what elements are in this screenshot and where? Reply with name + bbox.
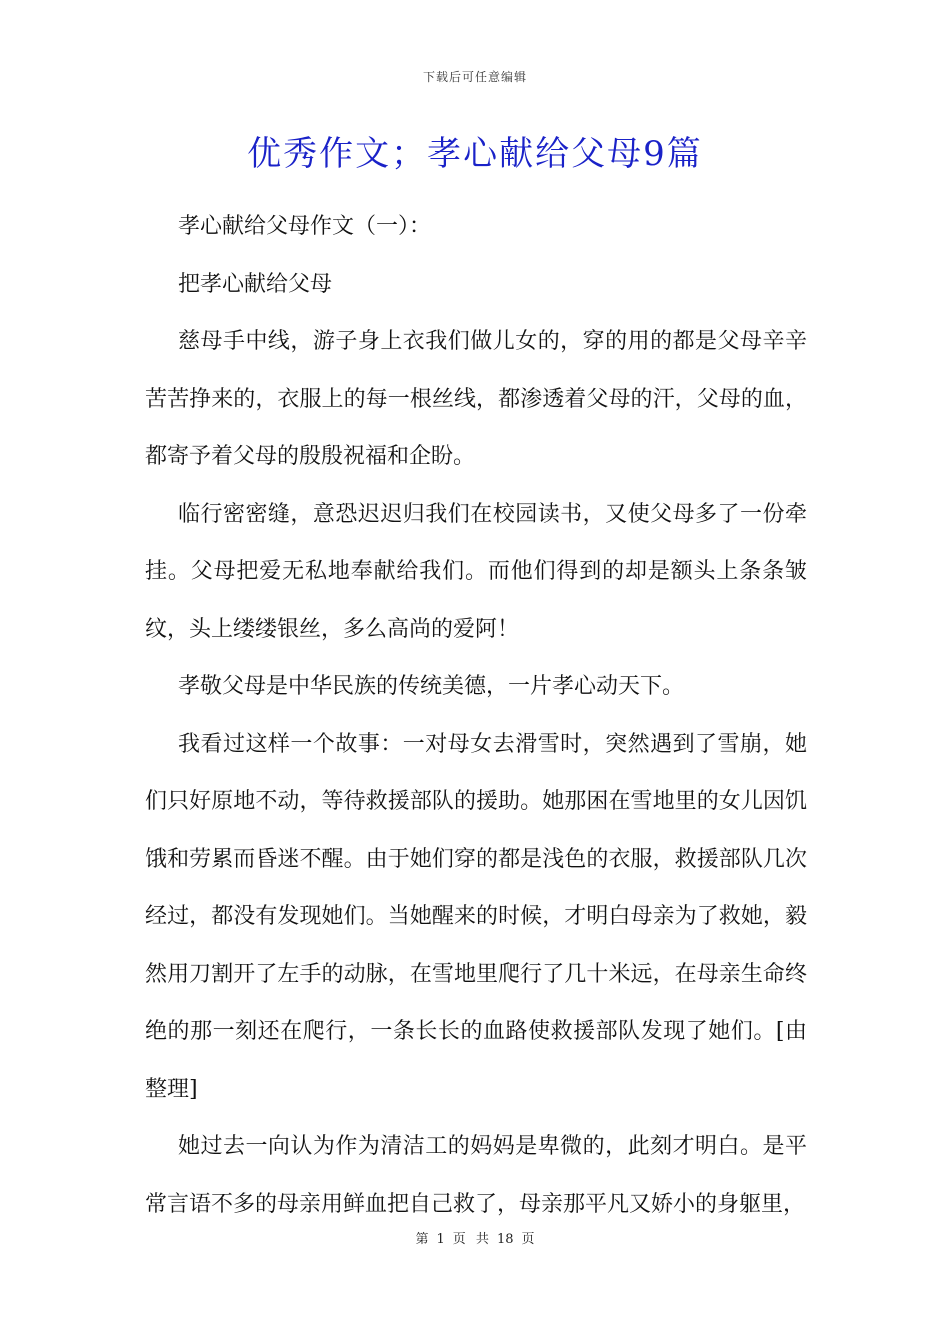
paragraph: 孝敬父母是中华民族的传统美德，一片孝心动天下。 — [178, 674, 685, 699]
paragraph: 临行密密缝，意恐迟迟归我们在校园读书，又使父母多了一份牵挂。父母把爱无私地奉献给我们。而他们得到的却是额头上条条皱纹，头上缕缕银丝，多么高尚的爱阿！ — [145, 501, 807, 642]
page-label-suffix: 页 — [521, 1232, 535, 1247]
page-label-mid: 页 共 — [452, 1232, 489, 1247]
page-label-prefix: 第 — [415, 1232, 429, 1247]
paragraph-essay-title: 把孝心献给父母 — [178, 271, 333, 297]
header-note: 下载后可任意编辑 — [422, 70, 527, 84]
page-footer — [0, 1228, 950, 1247]
total-pages-number: 18 — [496, 1232, 514, 1247]
paragraph-section-heading: 孝心献给父母作文（一）： — [178, 214, 432, 239]
paragraph: 我看过这样一个故事：一对母女去滑雪时，突然遇到了雪崩，她们只好原地不动，等待救援部队的援助。她那困在雪地里的女儿因饥饿和劳累而昏迷不醒。由于她们穿的都是浅色的衣服，救援部队几次经过，都没有发现她们。当她醒来的时候，才明白母亲为了救她，毅然用刀割开了左手的动脉，在雪地里爬行了几十米远，在母亲生命终绝的那一刻还在爬行，一条长长的血路使救援部队发现了她们。[由整理] — [145, 731, 807, 1102]
document-body — [145, 198, 807, 1233]
paragraph: 她过去一向认为作为清洁工的妈妈是卑微的，此刻才明白。是平常言语不多的母亲用鲜血把自己救了，母亲那平凡又娇小的身躯里， — [145, 1134, 807, 1217]
paragraph: 慈母手中线，游子身上衣我们做儿女的，穿的用的都是父母辛辛苦苦挣来的，衣服上的每一根丝线，都渗透着父母的汗，父母的血，都寄予着父母的殷殷祝福和企盼。 — [145, 329, 807, 469]
document-title: 优秀作文；孝心献给父母9篇 — [247, 134, 703, 174]
current-page-number: 1 — [436, 1232, 445, 1247]
